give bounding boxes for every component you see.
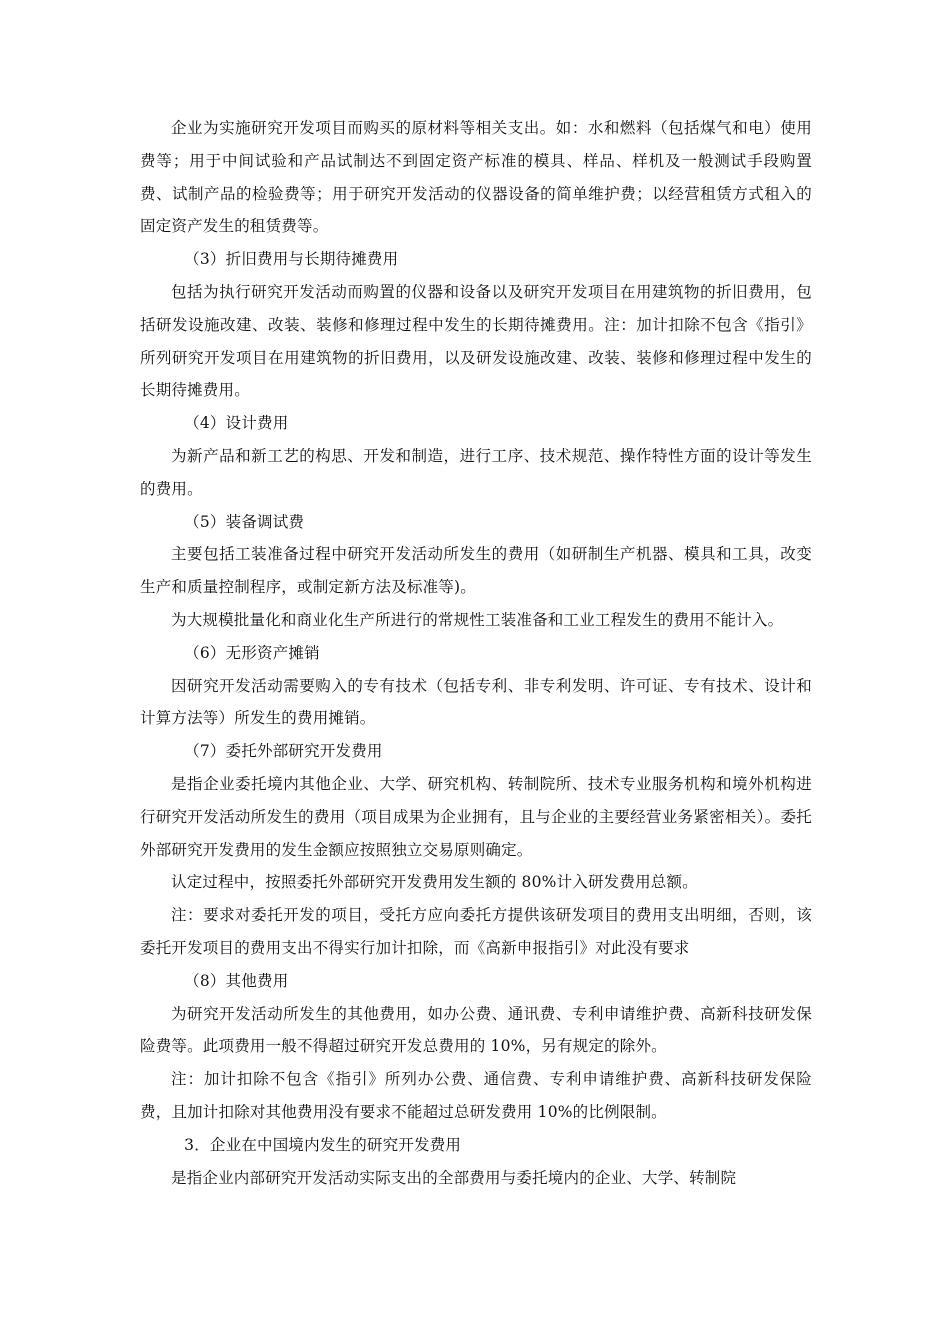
para-other-note: 注：加计扣除不包含《指引》所列办公费、通信费、专利申请维护费、高新科技研发保险费，且加计扣除对其他费用没有要求不能超过总研发费用 10%的比例限制。: [140, 1070, 812, 1121]
para-design: 为新产品和新工艺的构思、开发和制造，进行工序、技术规范、操作特性方面的设计等发生的费用。: [140, 446, 812, 498]
heading-5-equipment-debug: （5）装备调试费: [184, 512, 305, 531]
para-domestic: 是指企业内部研究开发活动实际支出的全部费用与委托境内的企业、大学、转制院: [171, 1168, 737, 1187]
para-other: 为研究开发活动所发生的其他费用，如办公费、通讯费、专利申请维护费、高新科技研发保险费等。此项费用一般不得超过研究开发总费用的 10%，另有规定的除外。: [140, 1004, 812, 1056]
heading-8-other: （8）其他费用: [184, 971, 289, 990]
para-equipment-debug: 主要包括工装准备过程中研究开发活动所发生的费用（如研制生产机器、模具和工具，改变生产和质量控制程序，或制定新方法及标准等)。: [140, 545, 812, 597]
para-depreciation: 包括为执行研究开发活动而购置的仪器和设备以及研究开发项目在用建筑物的折旧费用，包括研发设施改建、改装、装修和修理过程中发生的长期待摊费用。注：加计扣除不包含《指引》所列研究开发项目在用建筑物的折旧费用，以及研发设施改建、改装、装修和修理过程中发生的长期待摊费用。: [140, 282, 812, 400]
heading-3-depreciation: （3）折旧费用与长期待摊费用: [184, 250, 399, 269]
para-outsourced: 是指企业委托境内其他企业、大学、研究机构、转制院所、技术专业服务机构和境外机构进行研究开发活动所发生的费用（项目成果为企业拥有，且与企业的主要经营业务紧密相关）。委托外部研究开发费用的发生金额应按照独立交易原则确定。: [140, 774, 812, 859]
document-body: [140, 112, 812, 1194]
para-outsourced-80pct: 认定过程中，按照委托外部研究开发费用发生额的 80%计入研发费用总额。: [171, 873, 698, 892]
heading-6-intangible: （6）无形资产摊销: [184, 643, 320, 662]
heading-3-domestic: 3．企业在中国境内发生的研究开发费用: [184, 1135, 462, 1154]
para-outsourced-note: 注：要求对委托开发的项目，受托方应向委托方提供该研发项目的费用支出明细，否则，该委托开发项目的费用支出不得实行加计扣除，而《高新申报指引》对此没有要求: [140, 906, 812, 957]
para-equipment-exclusion: 为大规模批量化和商业化生产所进行的常规性工装准备和工业工程发生的费用不能计入。: [171, 610, 784, 629]
para-intangible: 因研究开发活动需要购入的专有技术（包括专利、非专利发明、许可证、专有技术、设计和计算方法等）所发生的费用摊销。: [140, 676, 812, 728]
para-materials-detail: 企业为实施研究开发项目而购买的原材料等相关支出。如：水和燃料（包括煤气和电）使用费等；用于中间试验和产品试制达不到固定资产标准的模具、样品、样机及一般测试手段购置费、试制产品的检验费等；用于研究开发活动的仪器设备的简单维护费；以经营租赁方式租入的固定资产发生的租赁费等。: [140, 119, 812, 236]
heading-7-outsourced: （7）委托外部研究开发费用: [184, 742, 383, 761]
heading-4-design: （4）设计费用: [184, 414, 289, 433]
